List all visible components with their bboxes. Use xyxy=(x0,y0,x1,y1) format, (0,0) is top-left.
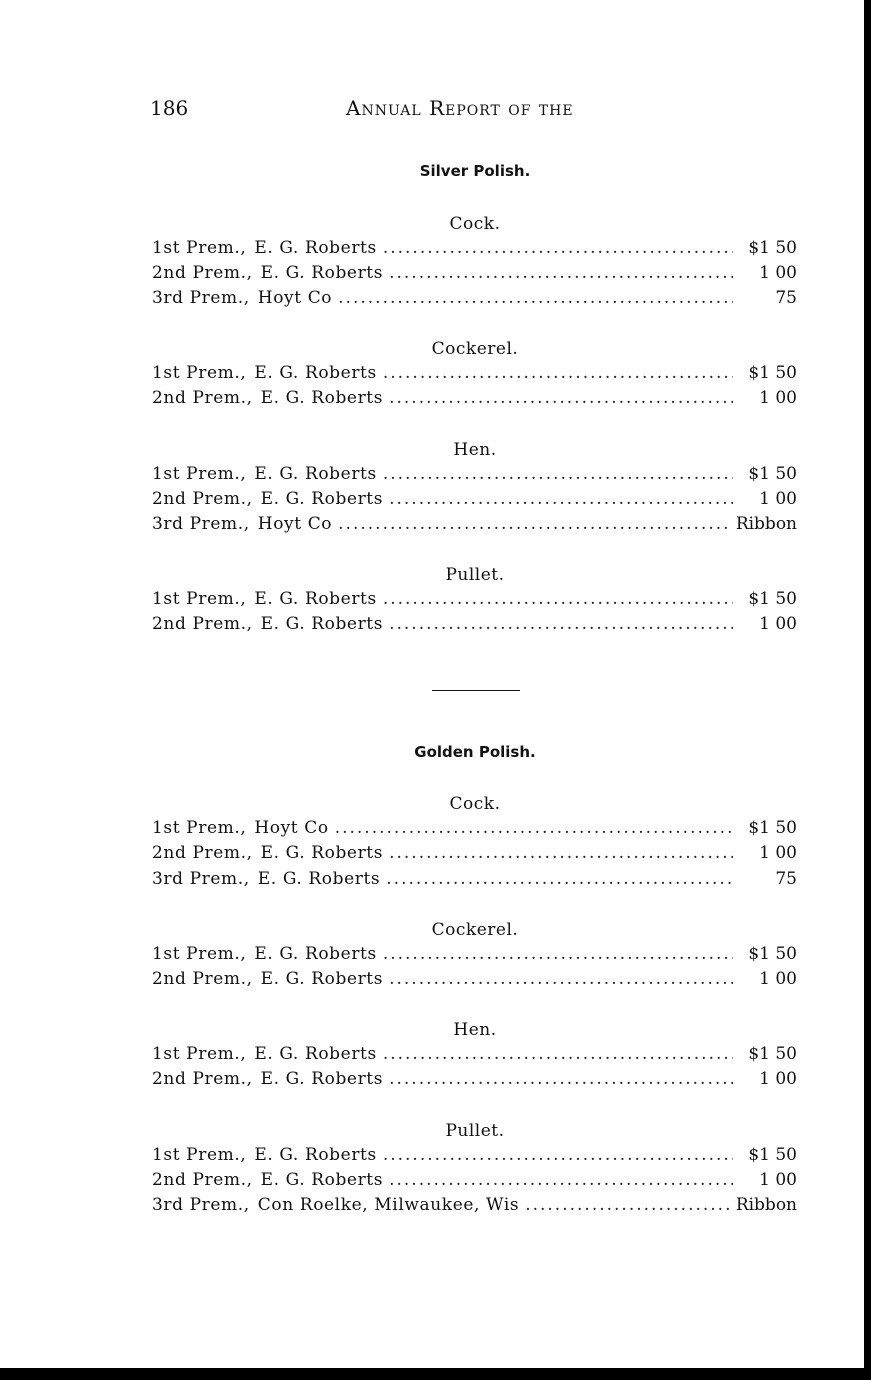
dot-leader xyxy=(383,589,733,609)
exhibitor-name: Con Roelke, Milwaukee, Wis xyxy=(257,1195,520,1215)
award-amount: 1 00 xyxy=(759,1069,797,1089)
award-place: 2nd Prem., xyxy=(152,843,253,863)
dot-leader xyxy=(383,1145,733,1165)
exhibitor-name: E. G. Roberts xyxy=(254,589,377,609)
exhibitor-name: Hoyt Co xyxy=(254,818,329,838)
award-row xyxy=(152,1044,797,1068)
dot-leader xyxy=(338,288,733,308)
award-place: 3rd Prem., xyxy=(152,1195,250,1215)
award-row xyxy=(152,1195,797,1219)
dot-leader xyxy=(389,1069,733,1089)
exhibitor-name: E. G. Roberts xyxy=(254,944,377,964)
award-place: 3rd Prem., xyxy=(152,288,250,308)
dot-leader xyxy=(386,869,733,889)
award-row xyxy=(152,388,797,412)
award-place: 2nd Prem., xyxy=(152,388,253,408)
group-heading: Cockerel. xyxy=(431,339,519,359)
exhibitor-name: E. G. Roberts xyxy=(254,1145,377,1165)
award-place: 2nd Prem., xyxy=(152,1170,253,1190)
award-place: 2nd Prem., xyxy=(152,263,253,283)
exhibitor-name: E. G. Roberts xyxy=(254,363,377,383)
award-place: 2nd Prem., xyxy=(152,614,253,634)
award-row xyxy=(152,489,797,513)
award-place: 1st Prem., xyxy=(152,589,247,609)
award-amount: $1 50 xyxy=(748,238,797,258)
dot-leader xyxy=(389,388,733,408)
award-amount: $1 50 xyxy=(748,363,797,383)
award-row xyxy=(152,818,797,842)
exhibitor-name: E. G. Roberts xyxy=(254,464,377,484)
exhibitor-name: E. G. Roberts xyxy=(260,388,384,408)
award-row xyxy=(152,843,797,867)
exhibitor-name: E. G. Roberts xyxy=(260,1170,384,1190)
dot-leader xyxy=(383,944,733,964)
exhibitor-name: E. G. Roberts xyxy=(260,843,384,863)
group-heading: Cock. xyxy=(449,214,501,234)
group-heading: Cock. xyxy=(449,794,501,814)
award-amount: 1 00 xyxy=(759,388,797,408)
award-amount: 75 xyxy=(775,869,797,889)
dot-leader xyxy=(383,238,733,258)
award-place: 2nd Prem., xyxy=(152,489,253,509)
award-row xyxy=(152,238,797,262)
group-heading: Hen. xyxy=(453,1020,497,1040)
dot-leader xyxy=(389,614,733,634)
award-row xyxy=(152,363,797,387)
dot-leader xyxy=(525,1195,730,1215)
page-number: 186 xyxy=(150,96,189,120)
running-head: Annual Report of the xyxy=(346,96,574,120)
award-place: 1st Prem., xyxy=(152,1044,247,1064)
award-place: 1st Prem., xyxy=(152,944,247,964)
award-row xyxy=(152,969,797,993)
page-header xyxy=(150,96,800,122)
dot-leader xyxy=(383,464,733,484)
award-amount: 1 00 xyxy=(759,969,797,989)
award-row xyxy=(152,589,797,613)
group-heading: Pullet. xyxy=(445,565,505,585)
dot-leader xyxy=(389,263,733,283)
award-place: 1st Prem., xyxy=(152,238,247,258)
exhibitor-name: E. G. Roberts xyxy=(260,1069,384,1089)
group-heading: Hen. xyxy=(453,440,497,460)
award-amount: 1 00 xyxy=(759,843,797,863)
award-place: 3rd Prem., xyxy=(152,869,250,889)
award-place: 1st Prem., xyxy=(152,464,247,484)
exhibitor-name: E. G. Roberts xyxy=(254,1044,377,1064)
dot-leader xyxy=(389,843,733,863)
exhibitor-name: E. G. Roberts xyxy=(260,489,384,509)
award-amount: $1 50 xyxy=(748,944,797,964)
award-row xyxy=(152,614,797,638)
award-amount: $1 50 xyxy=(748,464,797,484)
award-place: 2nd Prem., xyxy=(152,1069,253,1089)
award-place: 1st Prem., xyxy=(152,1145,247,1165)
award-amount: Ribbon xyxy=(735,514,797,534)
exhibitor-name: Hoyt Co xyxy=(257,288,333,308)
award-amount: 1 00 xyxy=(759,263,797,283)
award-amount: 75 xyxy=(775,288,797,308)
dot-leader xyxy=(338,514,730,534)
award-place: 1st Prem., xyxy=(152,818,247,838)
award-place: 2nd Prem., xyxy=(152,969,253,989)
award-place: 1st Prem., xyxy=(152,363,247,383)
award-row xyxy=(152,1069,797,1093)
exhibitor-name: E. G. Roberts xyxy=(254,238,377,258)
award-row xyxy=(152,514,797,538)
award-amount: 1 00 xyxy=(759,1170,797,1190)
exhibitor-name: E. G. Roberts xyxy=(260,263,384,283)
dot-leader xyxy=(389,1170,733,1190)
dot-leader xyxy=(335,818,733,838)
award-row xyxy=(152,1170,797,1194)
exhibitor-name: E. G. Roberts xyxy=(260,614,384,634)
exhibitor-name: E. G. Roberts xyxy=(260,969,384,989)
award-place: 3rd Prem., xyxy=(152,514,250,534)
award-amount: $1 50 xyxy=(748,818,797,838)
section-title: Golden Polish. xyxy=(414,743,536,761)
award-amount: $1 50 xyxy=(748,589,797,609)
award-amount: $1 50 xyxy=(748,1044,797,1064)
award-amount: 1 00 xyxy=(759,614,797,634)
award-row xyxy=(152,869,797,893)
award-row xyxy=(152,288,797,312)
award-row xyxy=(152,263,797,287)
exhibitor-name: E. G. Roberts xyxy=(257,869,381,889)
award-amount: Ribbon xyxy=(735,1195,797,1215)
award-row xyxy=(152,944,797,968)
group-heading: Pullet. xyxy=(445,1121,505,1141)
section-title: Silver Polish. xyxy=(419,162,531,180)
section-divider xyxy=(432,690,520,691)
award-amount: $1 50 xyxy=(748,1145,797,1165)
award-amount: 1 00 xyxy=(759,489,797,509)
dot-leader xyxy=(383,1044,733,1064)
award-row xyxy=(152,1145,797,1169)
exhibitor-name: Hoyt Co xyxy=(257,514,333,534)
dot-leader xyxy=(389,969,733,989)
group-heading: Cockerel. xyxy=(431,920,519,940)
dot-leader xyxy=(389,489,733,509)
dot-leader xyxy=(383,363,733,383)
award-row xyxy=(152,464,797,488)
